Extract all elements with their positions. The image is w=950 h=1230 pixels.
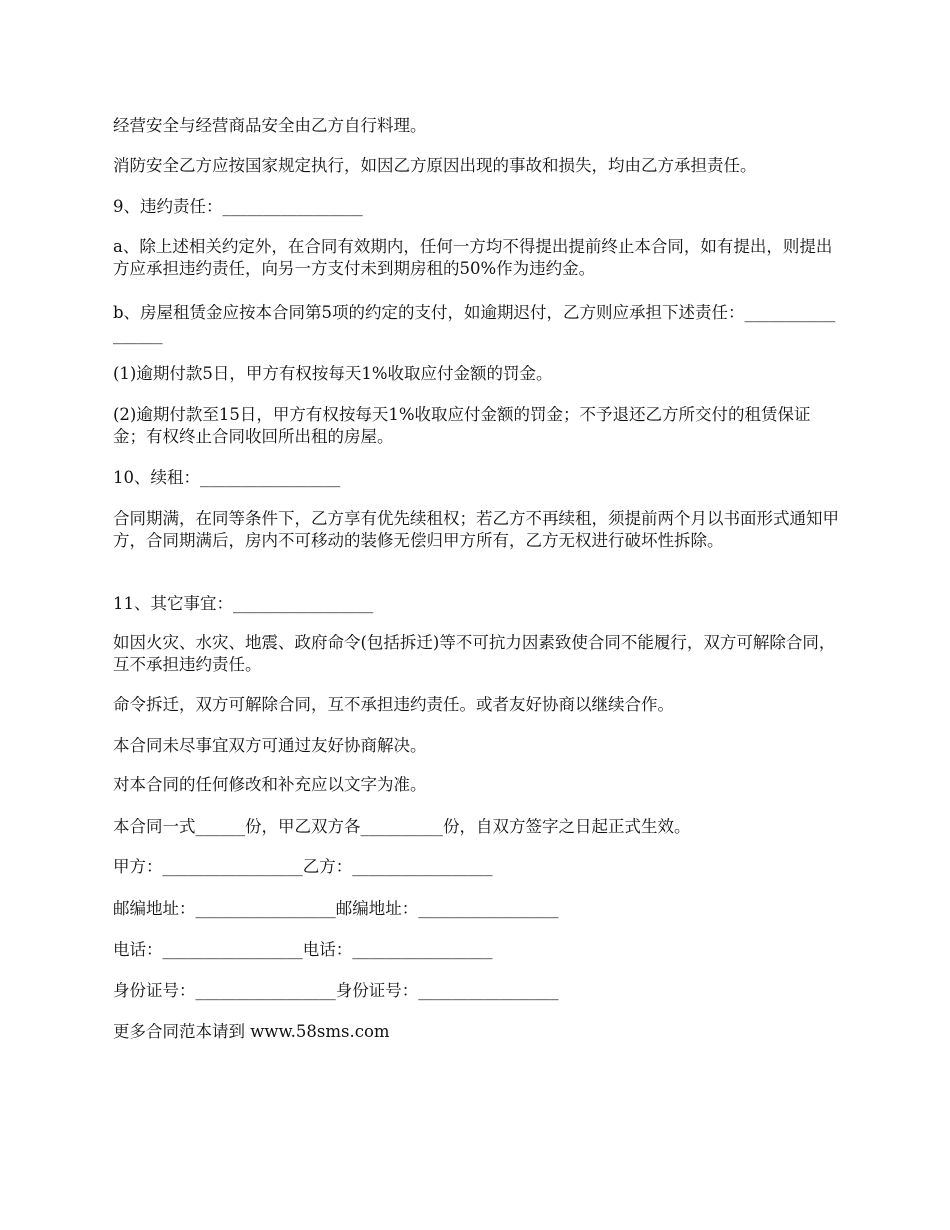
signature-phone-line: 电话：_________________电话：_________________ xyxy=(113,940,493,959)
signature-address-line: 邮编地址：_________________邮编地址：_________________ xyxy=(113,899,559,918)
heading-breach-liability: 9、违约责任：_________________ xyxy=(113,197,363,216)
footer-more-templates: 更多合同范本请到 www.58sms.com xyxy=(113,1022,390,1041)
signature-id-line: 身份证号：_________________身份证号：_________________ xyxy=(113,981,559,1000)
paragraph-demolition-order: 命令拆迁，双方可解除合同，互不承担违约责任。或者友好协商以继续合作。 xyxy=(113,695,674,714)
paragraph-copies: 本合同一式______份，甲乙双方各__________份，自双方签字之日起正式生效。 xyxy=(113,817,691,836)
paragraph-force-majeure: 如因火灾、水灾、地震、政府命令(包括拆迁)等不可抗力因素致使合同不能履行，双方可解除合同，互不承担违约责任。 xyxy=(113,633,836,674)
paragraph-fire-safety: 消防安全乙方应按国家规定执行，如因乙方原因出现的事故和损失，均由乙方承担责任。 xyxy=(113,156,757,175)
paragraph-overdue-5-days: (1)逾期付款5日，甲方有权按每天1%收取应付金额的罚金。 xyxy=(113,364,553,383)
paragraph-clause-a: a、除上述相关约定外，在合同有效期内，任何一方均不得提出提前终止本合同，如有提出，则提出方应承担违约责任，向另一方支付未到期房租的50%作为违约金。 xyxy=(113,237,833,278)
heading-renewal: 10、续租：_________________ xyxy=(113,468,341,487)
paragraph-clause-b: b、房屋租赁金应按本合同第5项的约定的支付，如逾期迟付，乙方则应承担下述责任：_________________ xyxy=(113,303,836,344)
paragraph-modifications: 对本合同的任何修改和补充应以文字为准。 xyxy=(113,775,427,794)
paragraph-renewal-terms: 合同期满，在同等条件下，乙方享有优先续租权；若乙方不再续租，须提前两个月以书面形式通知甲方，合同期满后，房内不可移动的装修无偿归甲方所有，乙方无权进行破坏性拆除。 xyxy=(113,509,839,550)
signature-parties-line: 甲方：_________________乙方：_________________ xyxy=(113,857,493,876)
paragraph-overdue-15-days: (2)逾期付款至15日，甲方有权按每天1%收取应付金额的罚金；不予退还乙方所交付的租赁保证金；有权终止合同收回所出租的房屋。 xyxy=(113,405,811,446)
heading-other-matters: 11、其它事宜：_________________ xyxy=(113,594,374,613)
paragraph-operation-safety: 经营安全与经营商品安全由乙方自行料理。 xyxy=(113,116,427,135)
paragraph-unresolved-matters: 本合同未尽事宜双方可通过友好协商解决。 xyxy=(113,736,427,755)
